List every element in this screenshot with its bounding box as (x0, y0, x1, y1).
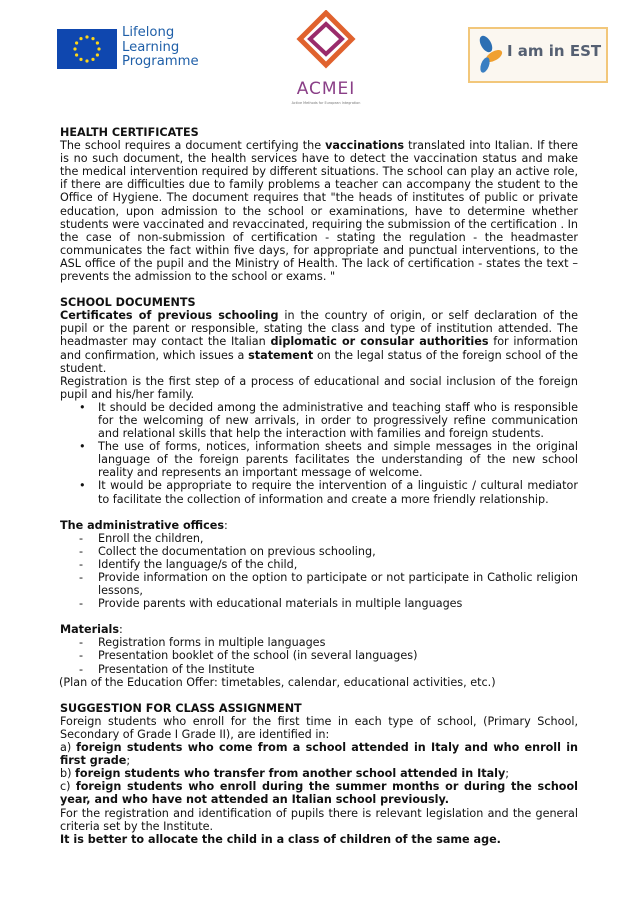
class-assignment-intro: Foreign students who enroll for the first time in each type of school, (Primary School, Secondary of Grade I Grade II), are identified in: (60, 714, 578, 741)
dash-icon: - (79, 544, 84, 558)
logo-line: Programme (122, 54, 199, 70)
dash-icon: - (79, 597, 84, 611)
text-run: translated into Italian. If there is no such document, the health services have to detect the vaccination status and make the medical intervention required by different situations. The school can play an active role, if there are difficulties due to family problems a teacher can accompany the student to the Office of Hygiene. The document requires that "the heads of institutes of public or private education, upon admission to the school or examinations, have to determine whether students were vaccinated and revaccinated, requiring the submission of the certification . In the case of non-submission of certification - stating the regulation - the headmaster communicates the fact within five days, for appropriate and punctual interventions, to the ASL office of the pupil and the Ministry of Health. The lack of certification - states the text – prevents the admission to the school or exams. " (60, 139, 579, 284)
dash-icon: - (79, 649, 84, 663)
text-run: a) (60, 741, 77, 755)
health-certificates-paragraph (60, 139, 578, 283)
acmei-logo (286, 10, 366, 110)
list-item-text: It should be decided among the administrative and teaching staff who is responsible for the welcoming of new arrivals, in order to progressively refine communication and relational skills that help the interaction with families and foreign students. (98, 400, 578, 441)
school-documents-bullet-list (60, 401, 578, 506)
text-run-bold: foreign students who come from a school attended in Italy and who enroll in first grade (60, 741, 579, 768)
list-item-text: Presentation booklet of the school (in several languages) (98, 649, 418, 663)
text-run-bold: statement (248, 348, 314, 362)
administrative-offices-heading (60, 519, 578, 532)
dash-icon: - (79, 557, 84, 571)
heading-text: Materials (60, 623, 120, 637)
est-logo-text: I am in EST (507, 42, 602, 60)
text-run: c) (60, 780, 76, 794)
list-item (60, 558, 578, 571)
list-item-text: Collect the documentation on previous schooling, (98, 544, 376, 558)
logo-line: Lifelong (122, 25, 175, 40)
text-run: The school requires a document certifying the (60, 139, 326, 153)
registration-legislation-paragraph: For the registration and identification of pupils there is relevant legislation and the general criteria set by the Institute. (60, 806, 578, 833)
list-item-text: Provide parents with educational materials in multiple languages (98, 597, 463, 611)
text-run: ; (505, 767, 510, 781)
lifelong-learning-logo (57, 27, 205, 75)
list-item-text: Registration forms in multiple languages (98, 636, 326, 650)
dash-icon: - (79, 531, 84, 545)
list-item (60, 649, 578, 662)
dash-icon: - (79, 662, 84, 676)
list-item (60, 636, 578, 649)
list-item-text: It would be appropriate to require the intervention of a linguistic / cultural mediator to facilitate the collection of information and create a more friendly relationship. (98, 479, 578, 506)
school-documents-paragraph (60, 309, 578, 374)
text-run: in the country of origin, or self declaration of the pupil or the parent or responsible, stating the class and type of institution attended. The headmaster may contact the Italian (60, 309, 579, 349)
text-run-bold: Certificates of previous schooling (60, 309, 279, 323)
list-item (60, 597, 578, 610)
heading-colon: : (119, 623, 123, 637)
materials-note: (Plan of the Education Offer: timetables, calendar, educational activities, etc.) (59, 675, 496, 689)
text-run-bold: diplomatic or consular authorities (270, 335, 489, 349)
text-run: ; (126, 754, 131, 768)
category-c (60, 780, 578, 806)
i-am-in-est-logo (468, 27, 608, 83)
materials-list (60, 636, 578, 675)
est-petal-icon (472, 30, 506, 80)
text-run: on the legal status of the foreign school of the student. (60, 348, 578, 375)
text-run-bold: vaccinations (325, 139, 405, 153)
text-run-bold: foreign students who enroll during the summer months or during the school year, and who have not attended an Italian school previously. (60, 780, 578, 807)
acmei-name: ACMEI (296, 79, 356, 99)
dash-icon: - (79, 636, 84, 650)
logo-line: Learning (122, 39, 180, 55)
list-item (60, 571, 578, 597)
health-certificates-heading: HEALTH CERTIFICATES (60, 126, 199, 139)
list-item-text: Presentation of the Institute (98, 662, 255, 676)
text-run-bold: It is better to allocate the child in a class of children of the same age. (60, 832, 501, 846)
eu-flag-icon (57, 29, 117, 69)
administrative-offices-list (60, 532, 578, 611)
bullet-icon: • (79, 400, 86, 414)
text-run: for information and confirmation, which issues a (60, 335, 578, 362)
category-b (60, 767, 578, 780)
list-item-text: Provide information on the option to participate or not participate in Catholic religion lessons, (98, 571, 578, 598)
text-run-bold: foreign students who transfer from another school attended in Italy (75, 767, 506, 781)
page-header (0, 0, 638, 118)
bullet-icon: • (79, 440, 86, 454)
heading-text: The administrative offices (60, 518, 224, 532)
acmei-tagline: Active Methods for European Integration (291, 101, 361, 105)
school-documents-heading: SCHOOL DOCUMENTS (60, 296, 196, 310)
category-a (60, 741, 578, 767)
list-item (60, 440, 578, 479)
final-recommendation (60, 833, 578, 846)
list-item (60, 532, 578, 545)
list-item-text: Identify the language/s of the child, (98, 557, 298, 571)
list-item-text: Enroll the children, (98, 531, 204, 545)
lifelong-learning-text (122, 26, 199, 70)
heading-colon: : (224, 518, 228, 532)
list-item (60, 663, 578, 676)
list-item-text: The use of forms, notices, information sheets and simple messages in the original language of the foreign parents facilitates the understanding of the new school reality and represents an important message of welcome. (98, 440, 578, 480)
registration-paragraph: Registration is the first step of a process of educational and social inclusion of the foreign pupil and his/her family. (60, 374, 578, 401)
dash-icon: - (79, 571, 84, 584)
list-item (60, 401, 578, 440)
materials-heading (60, 623, 578, 636)
document-body (60, 126, 578, 846)
text-run: b) (60, 767, 76, 781)
bullet-icon: • (79, 479, 86, 493)
list-item (60, 479, 578, 505)
list-item (60, 545, 578, 558)
class-assignment-heading: SUGGESTION FOR CLASS ASSIGNMENT (60, 701, 302, 715)
